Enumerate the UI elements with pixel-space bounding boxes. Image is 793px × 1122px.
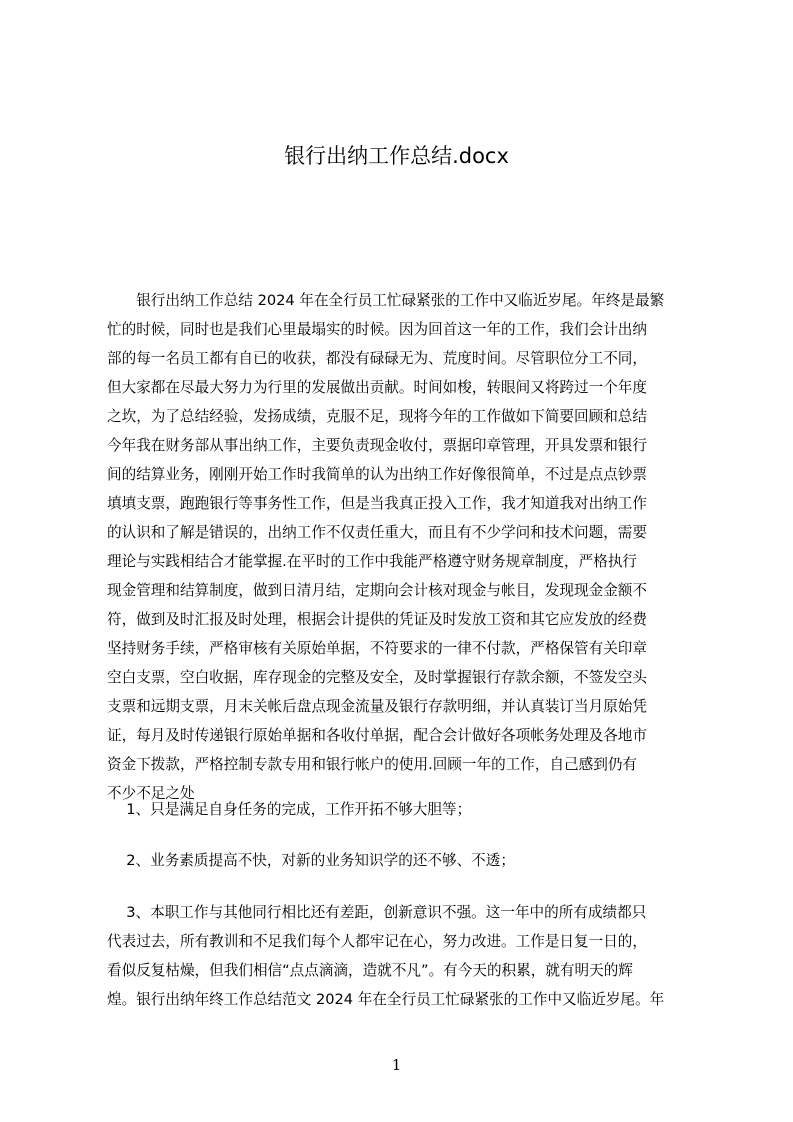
text-line: 间的结算业务，刚刚开始工作时我简单的认为出纳工作好像很简单，不过是点点钞票 [107, 466, 647, 483]
text-line: 不少不足之处 [107, 785, 195, 802]
list-item-1 [107, 795, 702, 824]
text-line: 证，每月及时传递银行原始单据和各收付单据，配合会计做好各项帐务处理及各地市 [107, 727, 647, 744]
text-line: 银行出纳工作总结 2024 年在全行员工忙碌紧张的工作中又临近岁尾。年终是最繁 [107, 292, 665, 309]
text-line: 现金管理和结算制度，做到日清月结，定期向会计核对现金与帐目，发现现金金额不 [107, 582, 647, 599]
text-line: 符，做到及时汇报及时处理，根据会计提供的凭证及时发放工资和其它应发放的经费 [107, 611, 647, 628]
text-line: 之坎，为了总结经验，发扬成绩，克服不足，现将今年的工作做如下简要回顾和总结 [107, 408, 647, 425]
text-line: 今年我在财务部从事出纳工作，主要负责现金收付，票据印章管理，开具发票和银行 [107, 437, 647, 454]
text-line: 3、本职工作与其他同行相比还有差距，创新意识不强。这一年中的所有成绩都只 [107, 904, 647, 921]
text-line: 理论与实践相结合才能掌握.在平时的工作中我能严格遵守财务规章制度，严格执行 [107, 553, 638, 570]
text-line: 的认识和了解是错误的，出纳工作不仅责任重大，而且有不少学问和技术问题，需要 [107, 524, 647, 541]
text-line: 空白支票，空白收据，库存现金的完整及安全，及时掌握银行存款余额，不签发空头 [107, 669, 647, 686]
text-line: 1、只是满足自身任务的完成，工作开拓不够大胆等； [107, 801, 472, 818]
list-item-3-paragraph [107, 898, 702, 1014]
text-line: 代表过去，所有教训和不足我们每个人都牢记在心，努力改进。工作是日复一日的， [107, 933, 647, 950]
text-line: 忙的时候，同时也是我们心里最塌实的时候。因为回首这一年的工作，我们会计出纳 [107, 321, 647, 338]
page-number: 1 [391, 1056, 402, 1074]
text-line: 但大家都在尽最大努力为行里的发展做出贡献。时间如梭，转眼间又将跨过一个年度 [107, 379, 647, 396]
text-line: 部的每一名员工都有自已的收获，都没有碌碌无为、荒度时间。尽管职位分工不同， [107, 350, 647, 367]
document-title: 银行出纳工作总结.docx [284, 144, 509, 168]
text-line: 2、业务素质提高不快，对新的业务知识学的还不够、不透； [107, 852, 515, 869]
text-line: 资金下拨款，严格控制专款专用和银行帐户的使用.回顾一年的工作，自己感到仍有 [107, 756, 638, 773]
text-line: 看似反复枯燥，但我们相信“点点滴滴，造就不凡”。有今天的积累，就有明天的辉 [107, 962, 633, 979]
text-line: 填填支票，跑跑银行等事务性工作，但是当我真正投入工作，我才知道我对出纳工作 [107, 495, 647, 512]
text-line: 支票和远期支票，月末关帐后盘点现金流量及银行存款明细，并认真装订当月原始凭 [107, 698, 647, 715]
main-paragraph [107, 286, 702, 808]
list-item-2 [107, 846, 702, 875]
text-line: 煌。银行出纳年终工作总结范文 2024 年在全行员工忙碌紧张的工作中又临近岁尾。年 [107, 991, 665, 1008]
text-line: 坚持财务手续，严格审核有关原始单据，不符要求的一律不付款，严格保管有关印章 [107, 640, 647, 657]
